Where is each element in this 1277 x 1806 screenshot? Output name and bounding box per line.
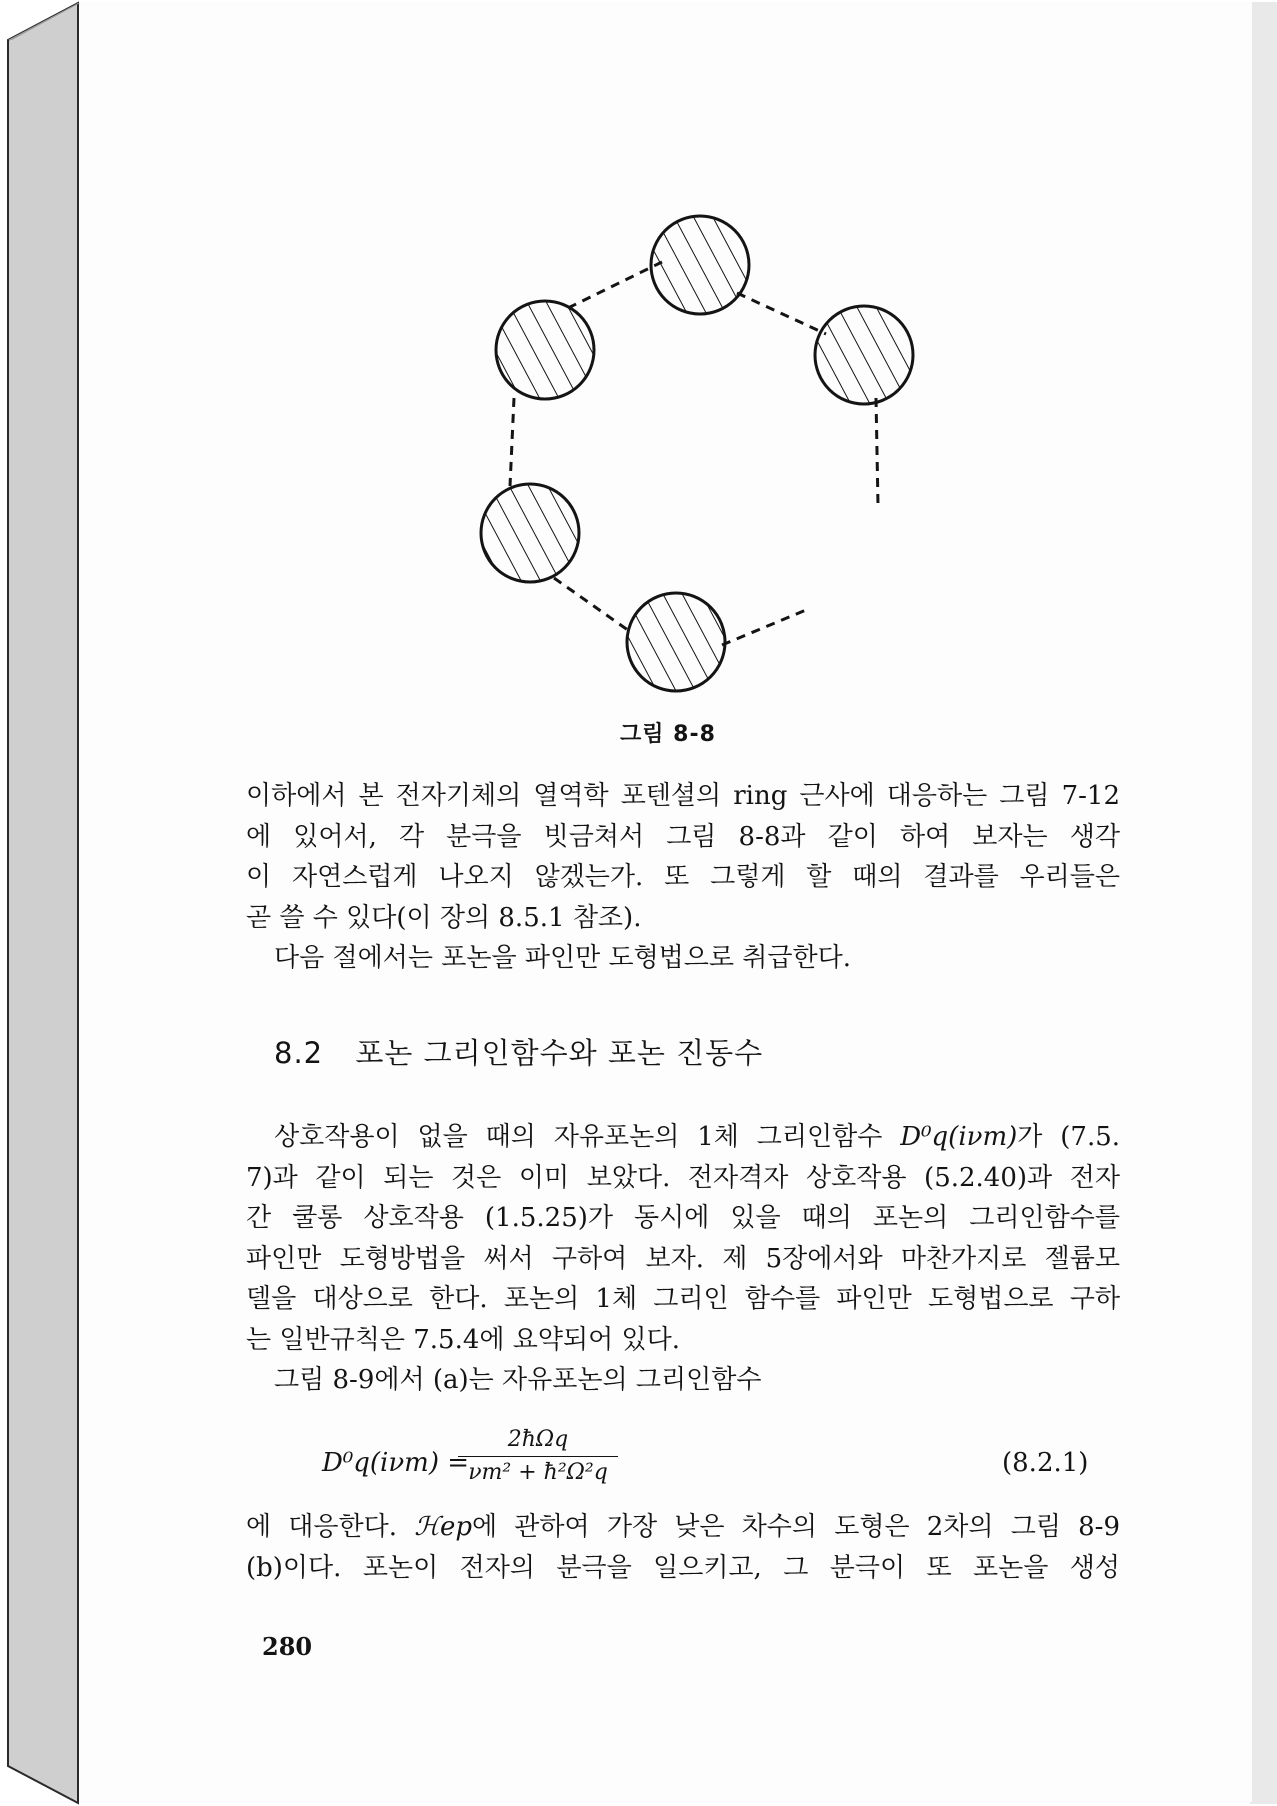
text-line: 이하에서 본 전자기체의 열역학 포텐셜의 ring 근사에 대응하는 그림 7-12 (246, 781, 1120, 811)
text-line: 다음 절에서는 포논을 파인만 도형법으로 취급한다. (274, 943, 852, 973)
text-fragment: 가 (7.5. (1017, 1122, 1121, 1152)
text-line: 델을 대상으로 한다. 포논의 1체 그리인 함수를 파인만 도형법으로 구하 (246, 1284, 1120, 1314)
hatched-circles (481, 216, 913, 691)
page-number: 280 (262, 1632, 313, 1661)
equation-fraction (458, 1427, 618, 1485)
text-line: 에 있어서, 각 분극을 빗금쳐서 그림 8-8과 같이 하여 보자는 생각 (246, 821, 1120, 852)
text-fragment: 에 관하여 가장 낮은 차수의 도형은 2차의 그림 8-9 (471, 1512, 1121, 1542)
text-line: 간 쿨롱 상호작용 (1.5.25)가 동시에 있을 때의 포논의 그리인함수를 (246, 1203, 1120, 1233)
section-title: 포논 그리인함수와 포논 진동수 (355, 1036, 764, 1070)
equation-label: (8.2.1) (1002, 1448, 1089, 1478)
text-line (246, 1117, 1120, 1158)
after-equation-paragraph (246, 1507, 1120, 1588)
text-line: 이 자연스럽게 나오지 않겠는가. 또 그렇게 할 때의 결과를 우리들은 (246, 862, 1120, 892)
link-1-2 (568, 262, 662, 308)
ring-diagram (0, 0, 1277, 760)
polarization-circle-2 (651, 216, 749, 314)
text-line: 파인만 도형방법을 써서 구하여 보자. 제 5장에서와 마찬가지로 젤륨모 (246, 1243, 1120, 1274)
polarization-circle-3 (815, 306, 913, 404)
text-line: 곧 쓸 수 있다(이 장의 8.5.1 참조). (246, 902, 642, 933)
link-1-4 (510, 398, 514, 486)
link-3-out (876, 398, 878, 505)
text-line (246, 1507, 1120, 1548)
equation-8-2-1 (322, 1427, 1122, 1497)
polarization-circle-5 (627, 593, 725, 691)
text-fragment: 상호작용이 없을 때의 자유포논의 1체 그리인함수 (274, 1122, 883, 1152)
figure-caption: 그림 8-8 (620, 722, 716, 747)
intro-paragraph (246, 776, 1120, 979)
link-2-3 (737, 293, 826, 334)
text-line: 는 일반규칙은 7.5.4에 요약되어 있다. (246, 1324, 680, 1355)
text-fragment: 에 대응한다. (246, 1512, 398, 1542)
body-paragraph (246, 1117, 1120, 1401)
equation-numerator: 2ħΩq (458, 1427, 618, 1457)
polarization-circle-4 (481, 484, 579, 582)
text-line: 7)과 같이 되는 것은 이미 보았다. 전자격자 상호작용 (5.2.40)과 전자 (246, 1162, 1120, 1193)
polarization-circle-1 (496, 301, 594, 399)
math-symbol: D⁰q(iνm) (900, 1122, 1018, 1152)
text-line: (b)이다. 포논이 전자의 분극을 일으키고, 그 분극이 또 포논을 생성 (246, 1552, 1120, 1583)
math-symbol: ℋep (414, 1512, 472, 1542)
section-number: 8.2 (274, 1036, 324, 1070)
equation-lhs: D⁰q(iνm) = (322, 1448, 470, 1478)
link-5-out (722, 610, 806, 645)
section-heading (274, 1031, 763, 1072)
link-4-5 (554, 578, 632, 633)
equation-denominator: νm² + ħ²Ω²q (468, 1460, 608, 1485)
text-line: 그림 8-9에서 (a)는 자유포논의 그리인함수 (274, 1365, 762, 1395)
